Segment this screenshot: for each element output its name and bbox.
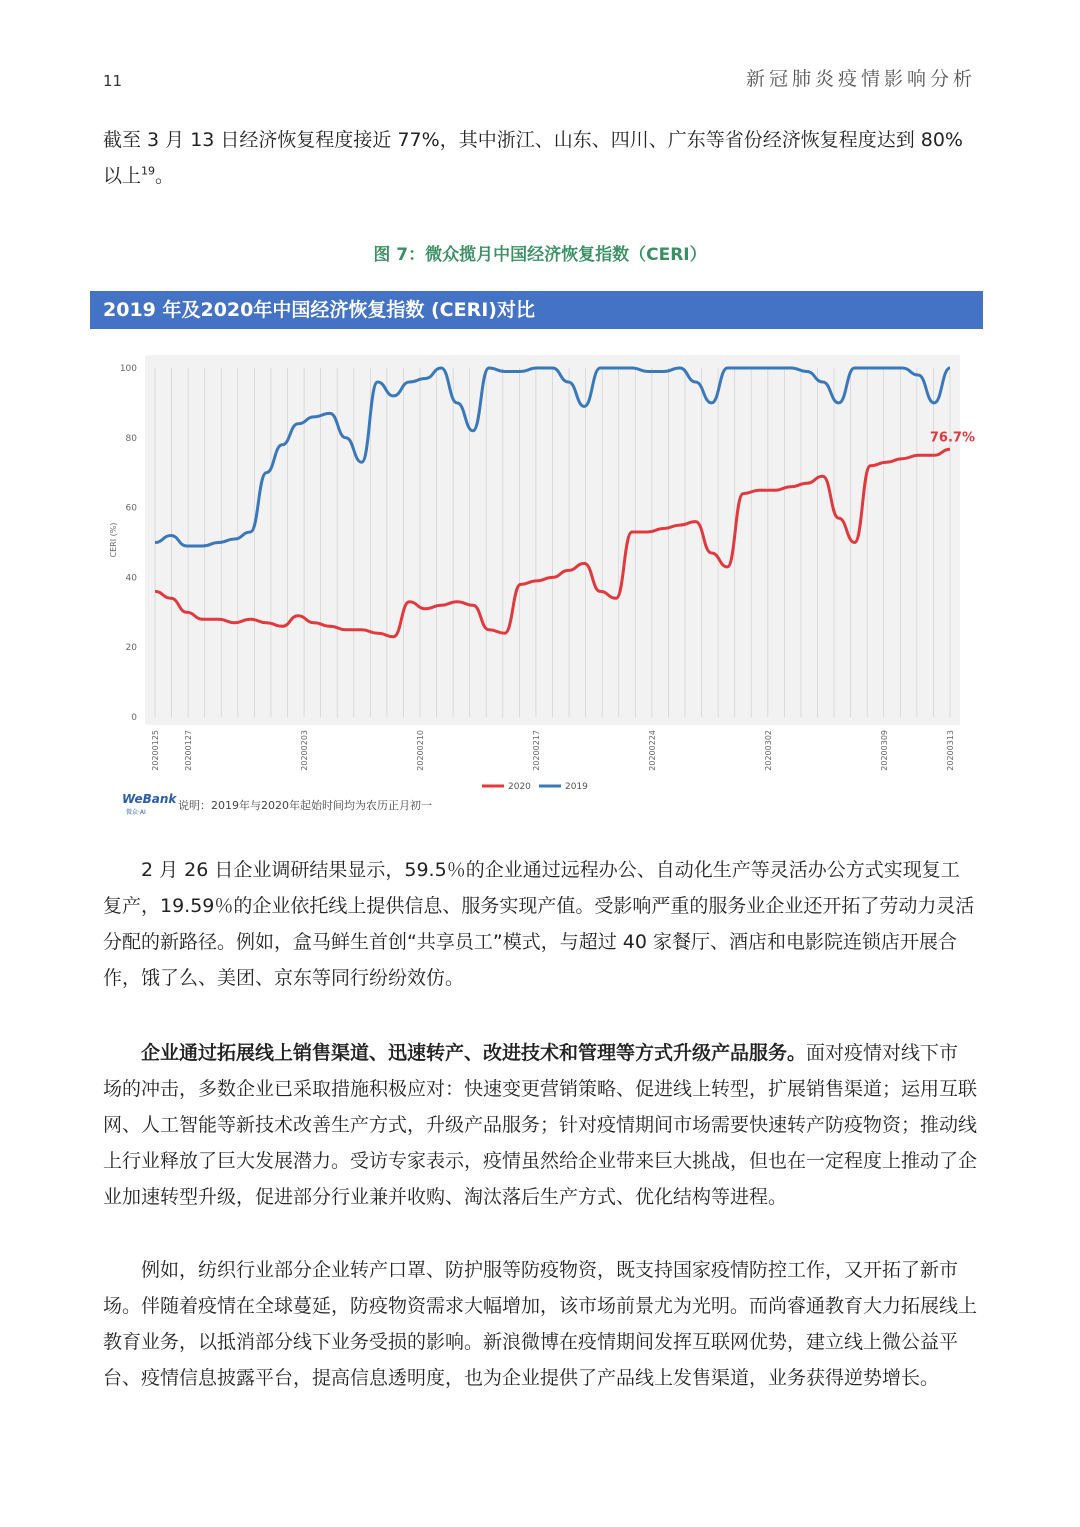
- legend-label-2020: 2020: [508, 782, 531, 792]
- x-tick-label: 20200210: [416, 730, 425, 771]
- legend: [482, 782, 588, 792]
- x-tick-label: 20200302: [763, 730, 773, 771]
- footnote-ref[interactable]: 19: [141, 164, 156, 178]
- y-tick-label: 40: [125, 573, 137, 584]
- figure-caption: 图 7：微众揽月中国经济恢复指数（CERI）: [373, 245, 707, 265]
- y-tick-label: 20: [125, 643, 137, 654]
- chart-banner-title: 2019 年及2020年中国经济恢复指数 (CERI)对比: [90, 291, 983, 329]
- y-tick-label: 0: [131, 713, 137, 723]
- paragraph-1-text: 截至 3 月 13 日经济恢复程度接近 77%，其中浙江、山东、四川、广东等省份经济恢复程度达到 80%以上: [103, 129, 963, 187]
- end-value-label: 76.7%: [929, 430, 975, 446]
- paragraph-3-lead: 企业通过拓展线上销售渠道、迅速转产、改进技术和管理等方式升级产品服务。: [141, 1042, 807, 1064]
- paragraph-1: [103, 122, 977, 194]
- legend-label-2019: 2019: [565, 782, 588, 792]
- paragraph-3-text: 面对疫情对线下市场的冲击，多数企业已采取措施积极应对：快速变更营销策略、促进线上转型，扩展销售渠道；运用互联网、人工智能等新技术改善生产方式，升级产品服务；针对疫情期间市场需要快速转产防疫物资；推动线上行业释放了巨大发展潜力。受访专家表示，疫情虽然给企业带来巨大挑战，但也在一定程度上推动了企业加速转型升级，促进部分行业兼并收购、淘汰落后生产方式、优化结构等进程。: [103, 1042, 978, 1208]
- paragraph-2: 2 月 26 日企业调研结果显示，59.5％的企业通过远程办公、自动化生产等灵活办公方式实现复工复产，19.59％的企业依托线上提供信息、服务实现产值。受影响严重的服务业企业还开拓了劳动力灵活分配的新路径。例如，盒马鲜生首创“共享员工”模式，与超过 40 家餐厅、酒店和电影院连锁店开展合作，饿了么、美团、京东等同行纷纷效仿。: [103, 859, 975, 989]
- x-axis: [151, 730, 955, 771]
- page-number: 11: [103, 72, 123, 90]
- y-axis-label: CERI (%): [109, 522, 118, 558]
- webank-logo: [122, 792, 177, 816]
- x-tick-label: 20200125: [151, 730, 160, 771]
- x-tick-label: 20200203: [300, 730, 310, 771]
- logo-wordmark: WeBank: [122, 792, 177, 806]
- x-tick-label: 20200313: [946, 730, 955, 771]
- running-header: 新冠肺炎疫情影响分析: [745, 68, 976, 90]
- paragraph-1-end: 。: [155, 165, 175, 187]
- y-axis: [120, 364, 137, 723]
- y-tick-label: 80: [125, 433, 137, 444]
- paragraph-3: [103, 1035, 977, 1215]
- x-tick-label: 20200217: [531, 730, 541, 771]
- y-tick-label: 100: [119, 364, 137, 374]
- x-tick-label: 20200224: [647, 730, 657, 771]
- y-tick-label: 60: [125, 503, 137, 514]
- chart-note: 说明：2019年与2020年起始时间均为农历正月初一: [178, 799, 432, 812]
- logo-subtext: 微众·AI: [126, 809, 146, 816]
- x-tick-label: 20200309: [879, 730, 889, 771]
- ceri-line-chart: [90, 330, 983, 830]
- paragraph-4: 例如，纺织行业部分企业转产口罩、防护服等防疫物资，既支持国家疫情防控工作，又开拓了新市场。伴随着疫情在全球蔓延，防疫物资需求大幅增加，该市场前景尤为光明。而尚睿通教育大力拓展线上教育业务，以抵消部分线下业务受损的影响。新浪微博在疫情期间发挥互联网优势，建立线上微公益平台、疫情信息披露平台，提高信息透明度，也为企业提供了产品线上发售渠道，业务获得逆势增长。: [103, 1259, 978, 1389]
- x-tick-label: 20200127: [184, 730, 194, 771]
